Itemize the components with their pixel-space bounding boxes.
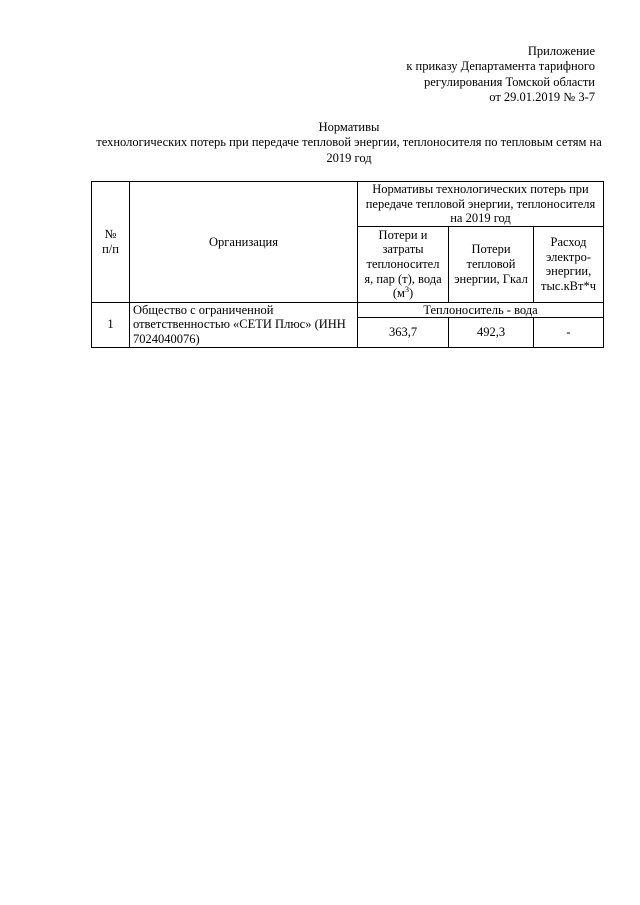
document-title [92,120,606,166]
appendix-line: регулирования Томской области [423,74,595,89]
header-power: Расход электро-энергии, тыс.кВт*ч [534,226,604,302]
title-subtitle: технологических потерь при передаче тепловой энергии, теплоносителя по тепловым сетям на 2019 год [96,135,602,165]
appendix-line: от 29.01.2019 № 3-7 [489,89,595,104]
header-losses-close: ) [408,286,414,301]
header-number [92,182,130,303]
row-organization: Общество с ограниченной ответственностью «СЕТИ Плюс» (ИНН 7024040076) [130,302,358,347]
header-norms-group: Нормативы технологических потерь при передаче тепловой энергии, теплоносителя на 2019 год [358,182,604,227]
header-organization: Организация [130,182,358,303]
header-number-line: п/п [102,241,119,256]
row-power-value: - [534,318,604,347]
row-heat-value: 492,3 [449,318,534,347]
row-number: 1 [92,302,130,347]
row-losses-value: 363,7 [358,318,449,347]
appendix-block [406,44,595,105]
header-losses-text: Потери и затраты теплоносител я, пар (т), вода (м [364,227,442,301]
header-heat-losses: Потери тепловой энергии, Гкал [449,226,534,302]
title-heading: Нормативы [318,120,380,134]
norms-table [91,181,604,348]
appendix-line: Приложение [527,44,595,58]
header-number-line: № [104,227,117,242]
header-losses-superscript: 3 [404,285,409,295]
header-losses [358,226,449,302]
appendix-line: к приказу Департамента тарифного [406,59,595,74]
row-carrier: Теплоноситель - вода [358,302,604,318]
